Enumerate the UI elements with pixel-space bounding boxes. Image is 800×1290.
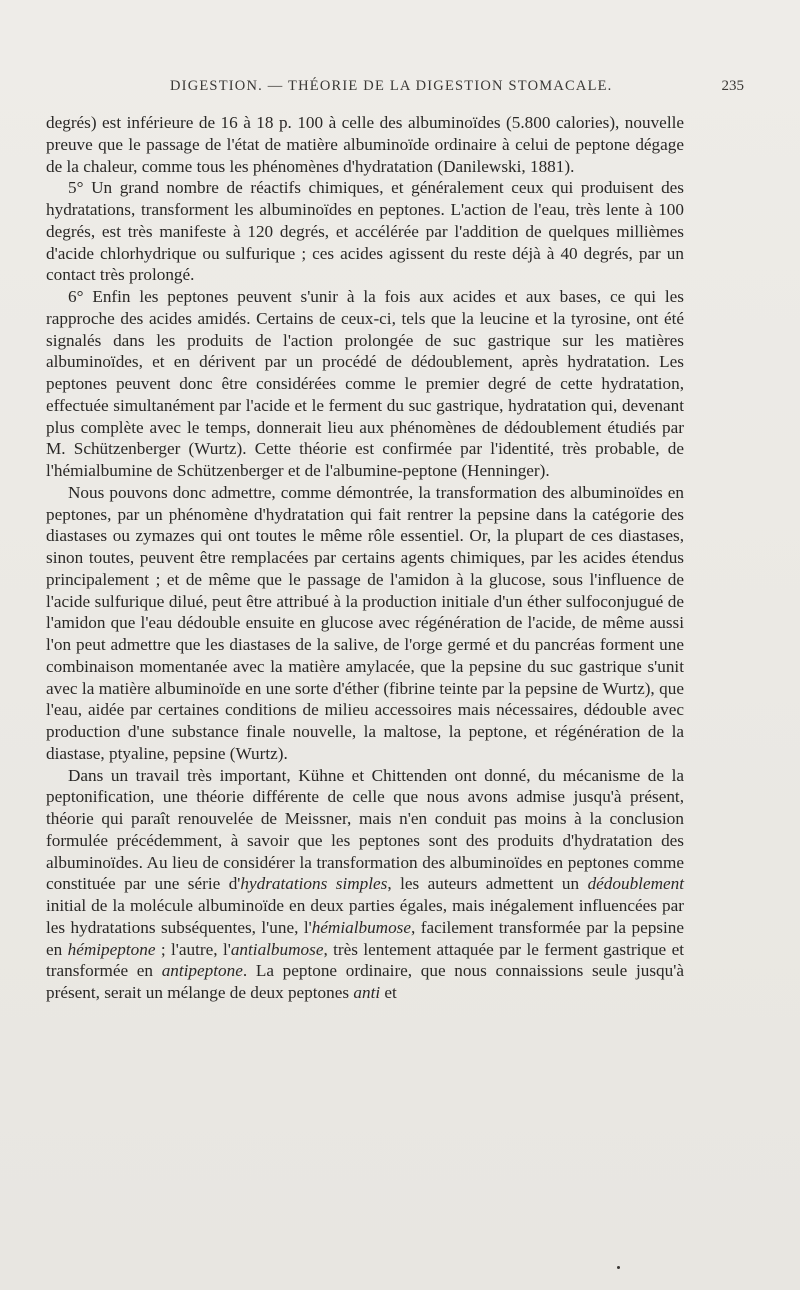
italic-term: hydratations simples xyxy=(240,874,388,894)
text-run: Dans un travail très important, Kühne et Chittenden ont donné, du mécanisme de la peptonification, une théorie différente de celle que nous avons admise jusqu'à présent, théorie qui paraît renouvelée de Meissner, mais n'en conduit pas moins à la conclusion formulée précédemment, à savoir que les peptones sont des produits d'hydratation des albuminoïdes. Au lieu de considérer la transformation des albuminoïdes en peptones comme constituée par une série d' xyxy=(46,765,684,894)
italic-term: hémialbumose xyxy=(311,917,411,937)
paragraph-continuation: degrés) est inférieure de 16 à 18 p. 100 à celle des albuminoïdes (5.800 calories), nouvelle preuve que le passage de l'état de matière albuminoïde ordinaire à celui de peptone dégage de la chaleur, comme tous les phénomènes d'hydratation (Danilewski, 1881). xyxy=(46,113,684,176)
text-run: . La peptone ordinaire, que nous connaissions seule jusqu'à présent, serait un mélange de deux peptones xyxy=(46,961,684,1002)
paragraph-point-5: 5° Un grand nombre de réactifs chimiques, et généralement ceux qui produisent des hydratations, transforment les albuminoïdes en peptones. L'action de l'eau, très lente à 100 degrés, est très manifeste à 120 degrés, et accélérée par l'addition de quelques millièmes d'acide chlorhydrique ou sulfurique ; ces acides agissent du reste déjà à 40 degrés, par un contact très prolongé. xyxy=(46,178,684,285)
italic-term: hémipeptone xyxy=(67,939,156,959)
paragraph-kuhne-chittenden xyxy=(46,765,684,1004)
text-run: ; l'autre, l' xyxy=(155,939,231,959)
paragraph-diastases: Nous pouvons donc admettre, comme démontrée, la transformation des albuminoïdes en peptones, par un phénomène d'hydratation qui fait rentrer la pepsine dans la catégorie des diastases ou zymazes qui ont toutes le même rôle essentiel. Or, la plupart de ces diastases, sinon toutes, peuvent être remplacées par certains agents chimiques, par les acides étendus principalement ; et de même que le passage de l'amidon à la glucose, sous l'influence de l'acide sulfurique dilué, peut être attribué à la production initiale d'un éther sulfoconjugué de l'amidon que l'eau dédouble ensuite en glucose avec régénération de l'acide, de même aussi l'on peut admettre que les diastases de la salive, de l'orge germé et du pancréas forment une combinaison momentanée avec la matière amylacée, que la pepsine du suc gastrique s'unit avec la matière albuminoïde en une sorte d'éther (fibrine teinte par la pepsine de Wurtz), que l'eau, aidée par certaines conditions de milieu accessoires mais nécessaires, dédouble avec production d'une substance finale nouvelle, la maltose, la peptone, et régénération de la diastase, ptyaline, pepsine (Wurtz). xyxy=(46,482,684,763)
text-run: et xyxy=(380,983,397,1002)
italic-term: dédoublement xyxy=(587,874,684,894)
italic-term: anti xyxy=(353,983,381,1002)
italic-term: antipeptone xyxy=(161,961,243,981)
text-run: initial de la molécule albuminoïde en deux parties égales, mais inégalement influencées par les hydratations subséquentes, l'une, l' xyxy=(46,896,684,937)
body-text xyxy=(46,112,684,1004)
page-number: 235 xyxy=(721,78,744,94)
running-title: DIGESTION. — THÉORIE DE LA DIGESTION STOMACALE. xyxy=(170,78,613,94)
running-header xyxy=(48,78,748,100)
italic-term: antialbumose xyxy=(230,939,324,959)
paragraph-point-6: 6° Enfin les peptones peuvent s'unir à la fois aux acides et aux bases, ce qui les rapproche des acides amidés. Certains de ceux-ci, tels que la leucine et la tyrosine, ont été signalés dans les produits de l'action prolongée de suc gastrique sur les matières albuminoïdes, et en dérivent par un procédé de dédoublement, après hydratation. Les peptones peuvent donc être considérées comme le premier degré de cette hydratation, effectuée simultanément par l'acide et le ferment du suc gastrique, hydratation qui, devenant plus complète avec le temps, donnerait lieu aux phénomènes de dédoublement étudiés par M. Schützenberger (Wurtz). Cette théorie est confirmée par l'identité, très probable, de l'hémialbumine de Schützenberger et de l'albumine-peptone (Henninger). xyxy=(46,287,684,480)
text-run: , facilement transformée par la pepsine en xyxy=(46,917,684,959)
text-run: , très lentement attaquée par le ferment gastrique et transformée en xyxy=(46,939,684,981)
text-run: , les auteurs admettent un xyxy=(387,874,588,894)
print-speck xyxy=(617,1266,620,1269)
